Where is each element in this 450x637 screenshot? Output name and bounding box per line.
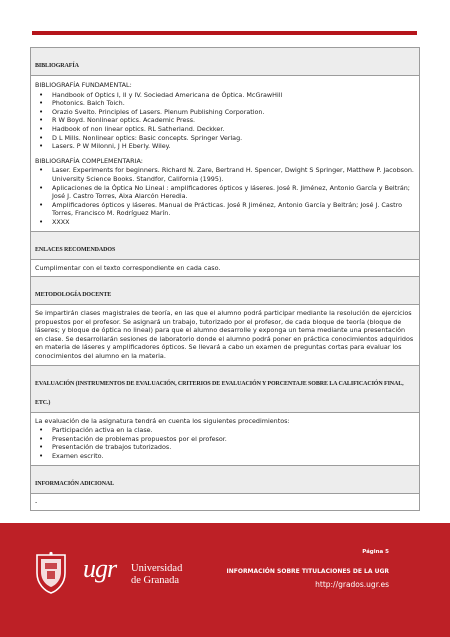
section-header-evaluacion	[31, 365, 420, 412]
list-item: • Laser. Experiments for beginners. Richard N. Zare, Bertrand H. Spencer, Dwight S Springer, Matthew P. Jacobson. University Science Books. Standfor, California (1995).	[52, 166, 415, 183]
section-body-evaluacion	[31, 412, 420, 465]
list-item: • R W Boyd. Nonlinear optics. Academic Press.	[52, 116, 415, 125]
section-header-metodologia	[31, 277, 420, 305]
section-body-bibliografia	[31, 76, 420, 232]
section-header-bibliografia	[31, 48, 420, 76]
section-title: BIBLIOGRAFÍA	[35, 63, 79, 69]
section-body-informacion	[31, 493, 420, 511]
list-item: • Photonics. Balch Toich.	[52, 99, 415, 108]
section-header-informacion	[31, 465, 420, 493]
subheading-complementaria: BIBLIOGRAFÍA COMPLEMENTARIA:	[35, 156, 143, 165]
section-body-metodologia	[31, 305, 420, 366]
section-text: Se impartirán clases magistrales de teoría, en las que el alumno podrá participar mediante la resolución de ejercicios propuestos por el profesor. Se asignará un trabajo, tutorizado por el profesor, de cada bloque de teoría (bloque de láseres; y bloque de óptica no lineal) para que el alumno desarrolle y exponga un tema mediante una presentación en clase. Se desarrollarán sesiones de laboratorio donde el alumno podrá poner en práctica conocimientos adquiridos en materia de láseres y amplificadores ópticos. Se llevará a cabo un examen de preguntas cortas para evaluar los conocimientos del alumno en la materia.	[31, 305, 420, 366]
section-title: INFORMACIÓN ADICIONAL	[35, 480, 115, 487]
section-body-enlaces	[31, 259, 420, 277]
university-name-line2: de Granada	[131, 575, 180, 586]
list-item: • XXXX	[52, 218, 415, 227]
list-item: • D L Mills. Nonlinear optics: Basic concepts. Springer Verlag.	[52, 134, 415, 143]
university-name	[131, 563, 182, 587]
list-item: • Participación activa en la clase.	[52, 426, 415, 435]
list-item: • Handbook of Optics I, II y IV. Sociedad Americana de Óptica. McGrawHill	[52, 91, 415, 100]
university-crest-icon	[33, 551, 69, 595]
list-item: • Presentación de problemas propuestos por el profesor.	[52, 435, 415, 444]
list-complementaria	[35, 166, 415, 226]
page-number: Página 5	[362, 549, 389, 555]
list-item: • Aplicaciones de la Óptica No Lineal : amplificadores ópticos y láseres. José R. Jiménez, Antonio García y Beltrán; José J. Castro Torres, Aixa Alarcón Heredia.	[52, 184, 415, 201]
header-rule	[32, 31, 417, 35]
list-evaluacion	[35, 426, 415, 460]
footer-url-link[interactable]: http://grados.ugr.es	[315, 580, 389, 589]
page-footer	[0, 523, 450, 637]
list-item: • Presentación de trabajos tutorizados.	[52, 443, 415, 452]
section-title: METODOLOGÍA DOCENTE	[35, 292, 112, 299]
university-name-line1: Universidad	[131, 563, 183, 574]
section-title: ENLACES RECOMENDADOS	[35, 246, 116, 253]
section-text: -	[31, 493, 420, 511]
section-header-enlaces	[31, 231, 420, 259]
list-item: • Amplificadores ópticos y láseres. Manual de Prácticas. José R Jiménez, Antonio García y Beltrán; José J. Castro Torres, Francisco M. Rodríguez Marín.	[52, 201, 415, 218]
list-item: • Orazio Svelto. Principles of Lasers. Plenum Publishing Corporation.	[52, 108, 415, 117]
ugr-wordmark: ugr	[83, 554, 117, 583]
list-item: • Hadbook of non linear optics. RL Satherland. Deckker.	[52, 125, 415, 134]
list-item: • Lasers. P W Milonni, J H Eberly. Wiley.	[52, 142, 415, 151]
list-item: • Examen escrito.	[52, 452, 415, 461]
footer-info-title: INFORMACIÓN SOBRE TITULACIONES DE LA UGR	[226, 568, 389, 575]
list-fundamental	[35, 91, 415, 151]
subheading-fundamental: BIBLIOGRAFÍA FUNDAMENTAL:	[35, 81, 132, 89]
section-intro: La evaluación de la asignatura tendrá en cuenta los siguientes procedimientos:	[35, 416, 290, 425]
section-title: EVALUACIÓN (INSTRUMENTOS DE EVALUACIÓN, CRITERIOS DE EVALUACIÓN Y PORCENTAJE SOBRE LA CALIFICACIÓN FINAL, ETC.)	[35, 380, 404, 406]
section-text: Cumplimentar con el texto correspondiente en cada caso.	[31, 259, 420, 277]
course-guide-table	[30, 47, 420, 511]
